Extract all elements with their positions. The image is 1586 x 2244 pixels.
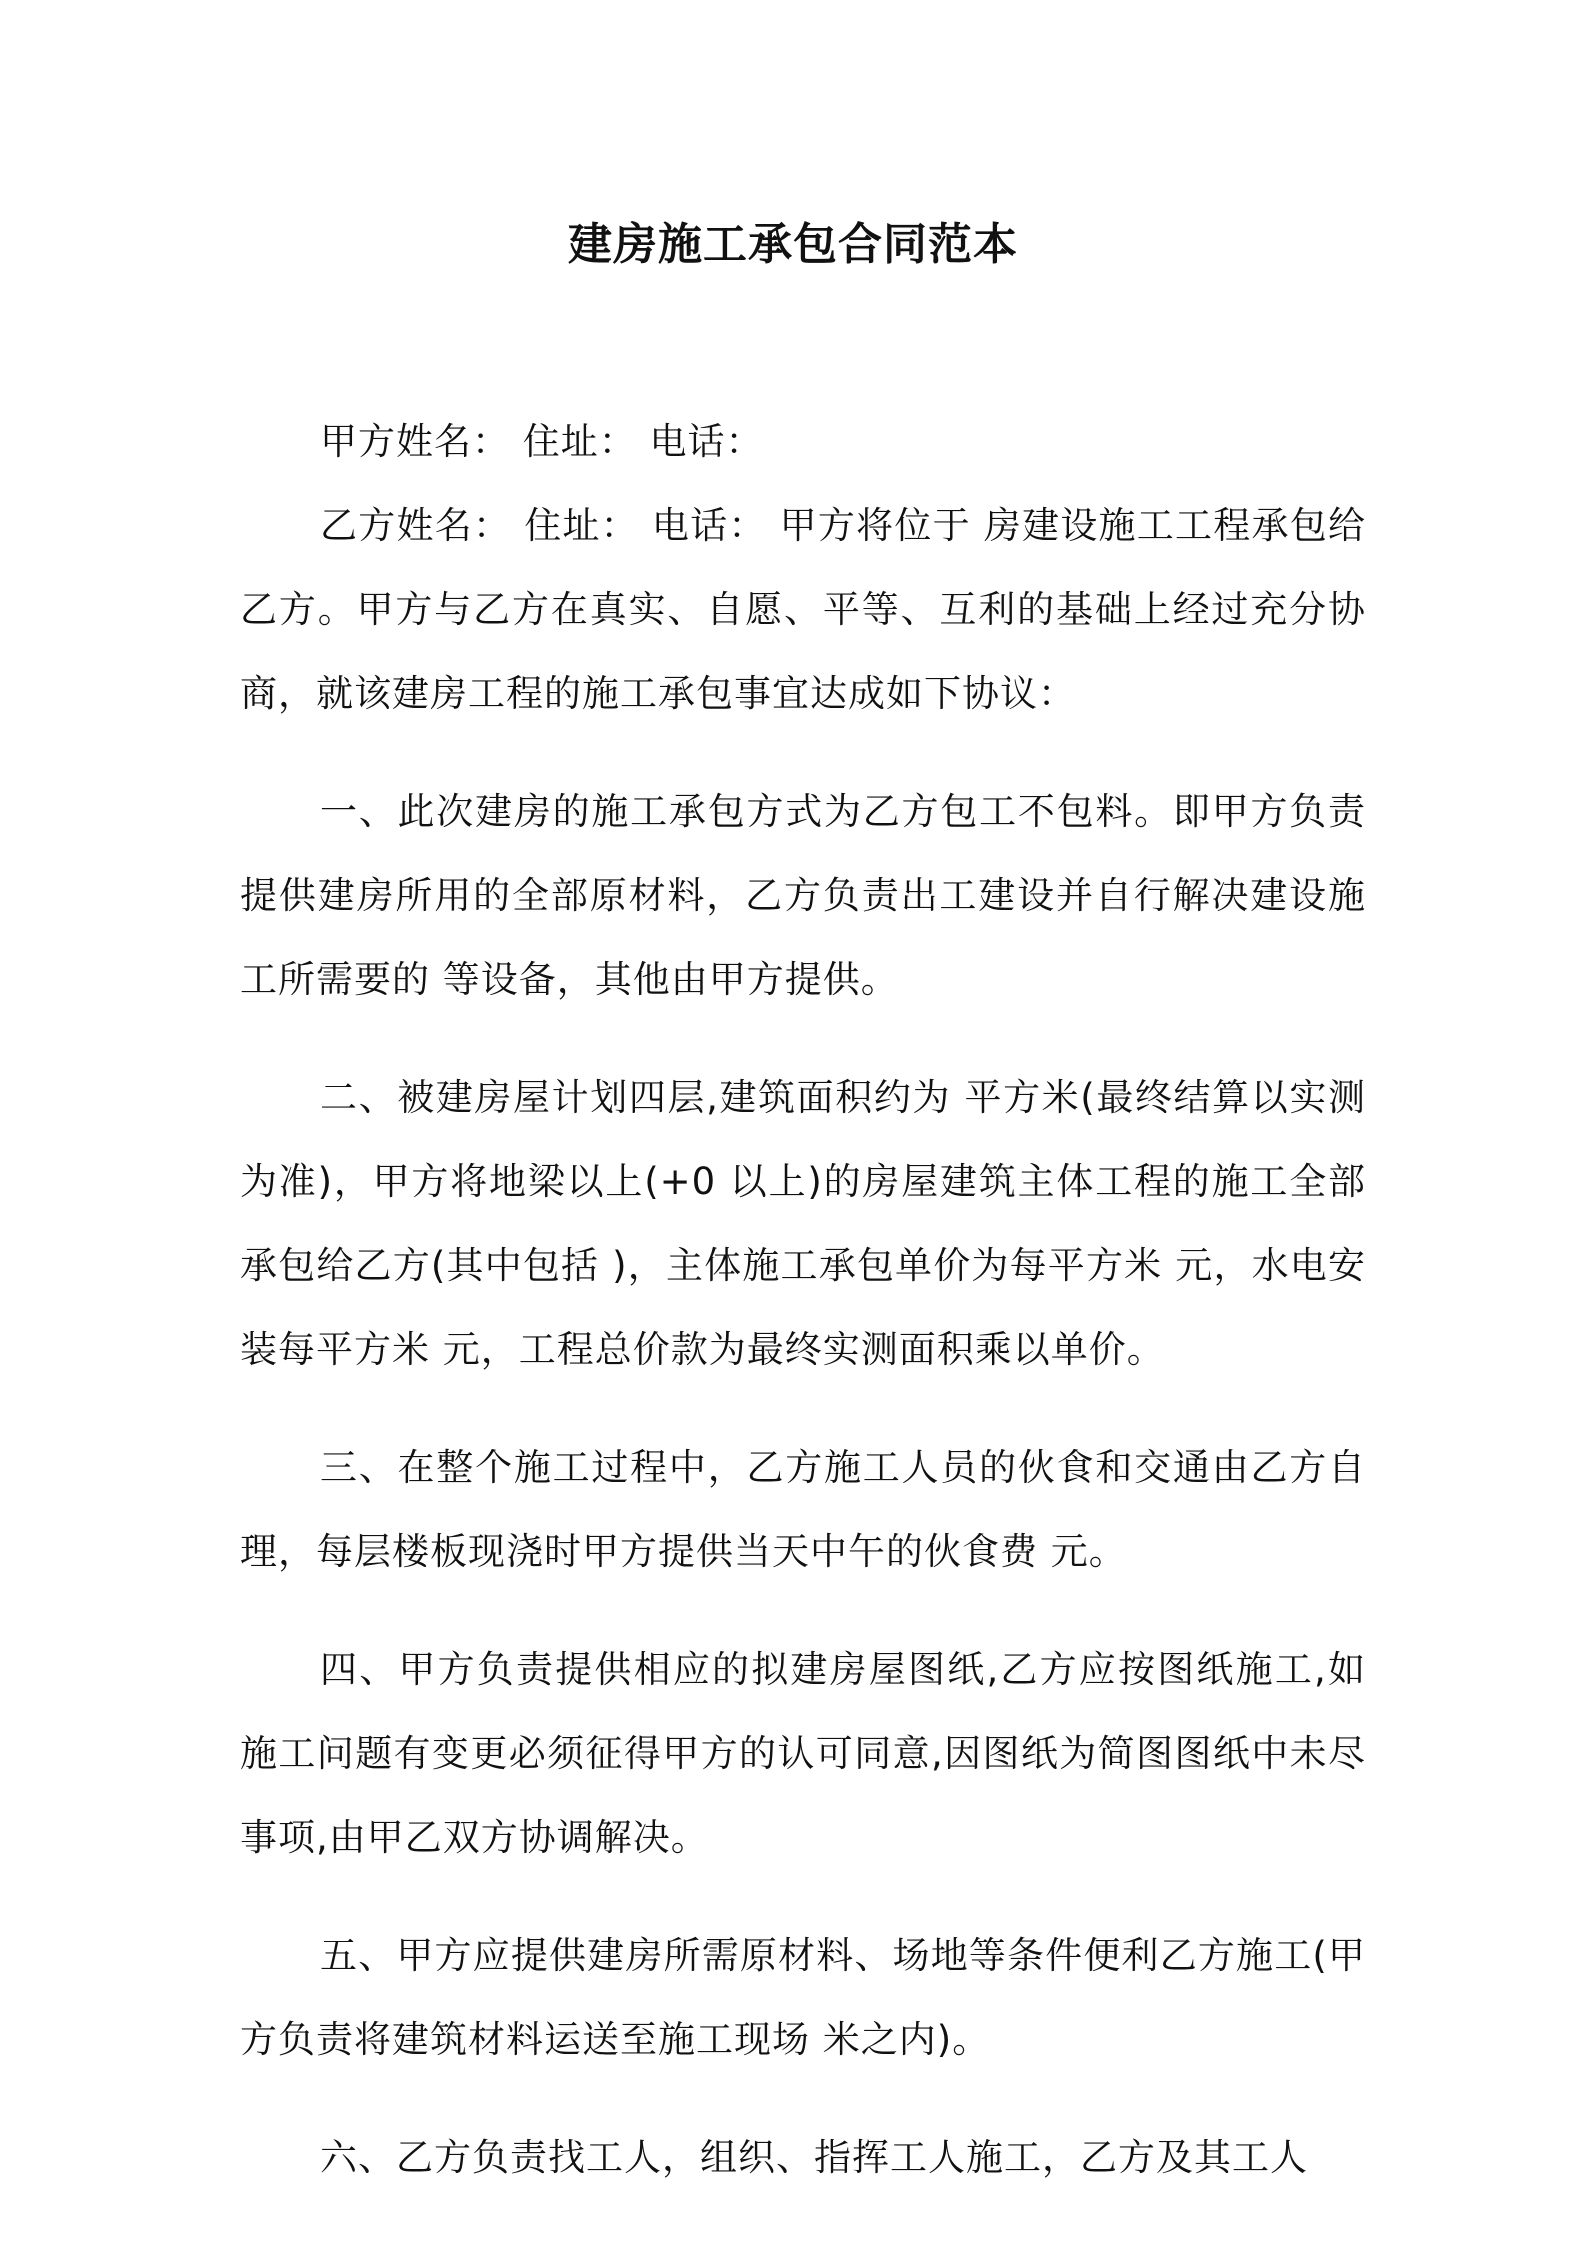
clause-3: 三、在整个施工过程中，乙方施工人员的伙食和交通由乙方自理，每层楼板现浇时甲方提供当天中午的伙食费 元。 xyxy=(240,1446,1366,1573)
document-title: 建房施工承包合同范本 xyxy=(568,219,1018,270)
clause-6: 六、乙方负责找工人，组织、指挥工人施工，乙方及其工人 xyxy=(320,2136,1308,2179)
clause-5: 五、甲方应提供建房所需原材料、场地等条件便利乙方施工(甲方负责将建筑材料运送至施工现场 米之内)。 xyxy=(240,1934,1366,2061)
party-a-info: 甲方姓名： 住址： 电话： xyxy=(320,420,764,463)
clause-1: 一、此次建房的施工承包方式为乙方包工不包料。即甲方负责提供建房所用的全部原材料，乙方负责出工建设并自行解决建设施工所需要的 等设备，其他由甲方提供。 xyxy=(240,790,1366,1001)
clause-2: 二、被建房屋计划四层,建筑面积约为 平方米(最终结算以实测为准)，甲方将地梁以上(+0 以上)的房屋建筑主体工程的施工全部承包给乙方(其中包括 )，主体施工承包单价为每平方米 元，水电安装每平方米 元，工程总价款为最终实测面积乘以单价。 xyxy=(240,1076,1366,1371)
document-body xyxy=(240,400,1366,2234)
clause-4: 四、甲方负责提供相应的拟建房屋图纸,乙方应按图纸施工,如施工问题有变更必须征得甲方的认可同意,因图纸为简图图纸中未尽事项,由甲乙双方协调解决。 xyxy=(240,1648,1366,1859)
party-b-info-and-preamble: 乙方姓名： 住址： 电话： 甲方将位于 房建设施工工程承包给乙方。甲方与乙方在真实、自愿、平等、互利的基础上经过充分协商，就该建房工程的施工承包事宜达成如下协议： xyxy=(240,504,1366,715)
